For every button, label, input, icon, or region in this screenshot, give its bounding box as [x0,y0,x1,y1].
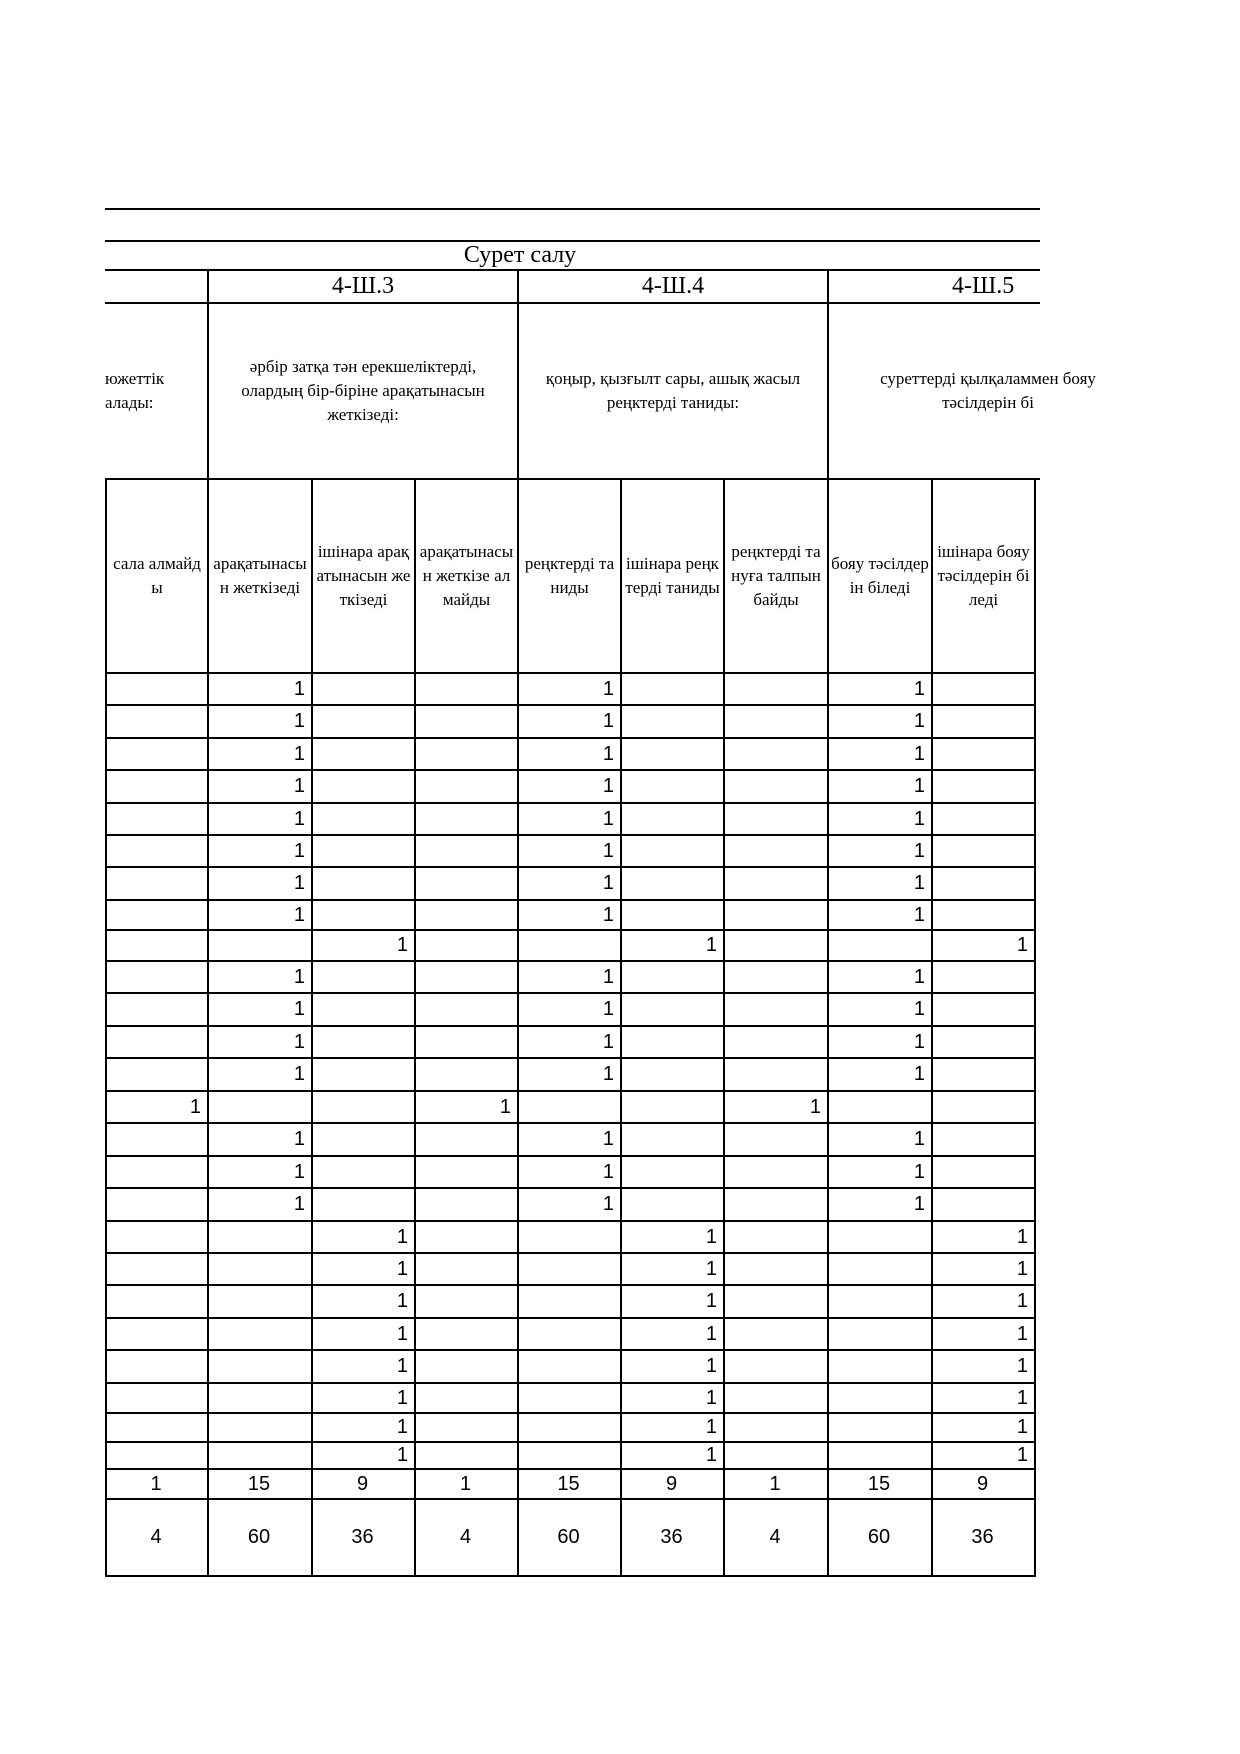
table-cell: 1 [293,904,305,926]
table-cell: 1 [189,1096,201,1118]
table-cell: 1 [602,872,614,894]
table-cell: 1 [913,966,925,988]
column-header-label: бояу тәсілдерін біледі [831,554,929,597]
table-cell: 1 [499,1096,511,1118]
table-cell: 1 [1016,1444,1028,1466]
table-cell: 1 [293,775,305,797]
table-cell: 1 [602,710,614,732]
column-header-label: ішінара арақатынасын жеткізеді [316,542,411,609]
total-cell: 9 [665,1473,678,1495]
grid-row-line [105,1090,1036,1092]
table-cell: 1 [602,1063,614,1085]
table-cell: 1 [1016,1226,1028,1248]
total-cell: 9 [356,1473,369,1495]
table-cell: 1 [913,1031,925,1053]
table-cell: 1 [1016,1323,1028,1345]
table-cell: 1 [293,678,305,700]
table-cell: 1 [913,1161,925,1183]
percentage-cell: 60 [867,1526,891,1548]
grid-row-line [105,1382,1036,1384]
table-cell: 1 [602,966,614,988]
table-cell: 1 [1016,934,1028,956]
table-cell: 1 [602,1031,614,1053]
table-cell: 1 [293,1063,305,1085]
column-header-label: ішінара бояу тәсілдерін біледі [937,542,1030,609]
percentage-cell: 60 [557,1526,580,1548]
grid-row-line [105,1284,1036,1286]
table-cell: 1 [705,1323,717,1345]
percentage-cell: 60 [247,1526,271,1548]
group-description-partial: южеттік алады: [105,369,165,412]
table-cell: 1 [913,904,925,926]
table-cell: 1 [705,1416,717,1438]
grid-row-line [105,1412,1036,1414]
group-code: 4-Ш.5 [952,273,1015,299]
column-header [418,480,515,672]
group-code: 4-Ш.3 [331,273,395,299]
table-cell: 1 [705,1444,717,1466]
table-cell: 1 [396,1444,408,1466]
percentage-cell: 4 [150,1526,162,1548]
table-cell: 1 [913,808,925,830]
table-cell: 1 [293,840,305,862]
table-cell: 1 [293,808,305,830]
column-header-label: реңктерді таниды [524,554,615,597]
grid-row-line [105,1252,1036,1254]
table-cell: 1 [913,775,925,797]
table-cell: 1 [293,1128,305,1150]
table-cell: 1 [602,840,614,862]
table-cell: 1 [705,1290,717,1312]
column-header-label: арақатынасын жеткізеді [213,554,307,597]
table-cell: 1 [705,1226,717,1248]
table-cell: 1 [913,710,925,732]
table-cell: 1 [293,998,305,1020]
table-cell: 1 [1016,1355,1028,1377]
table-cell: 1 [396,1387,408,1409]
column-header [624,480,721,672]
total-cell: 15 [867,1473,891,1495]
table-cell: 1 [396,1355,408,1377]
group-code: 4-Ш.4 [641,273,705,299]
column-header [109,480,205,672]
table-cell: 1 [913,1063,925,1085]
table-cell: 1 [602,808,614,830]
table-cell: 1 [705,1387,717,1409]
column-header [831,480,929,672]
grid-row-line [105,1220,1036,1222]
table-cell: 1 [913,678,925,700]
percentage-cell: 4 [459,1526,472,1548]
total-cell: 1 [150,1473,162,1495]
table-cell: 1 [1016,1387,1028,1409]
table-cell: 1 [602,743,614,765]
table-cell: 1 [293,872,305,894]
grid-row-line [105,1317,1036,1319]
column-header [211,480,309,672]
table-cell: 1 [396,1290,408,1312]
table-cell: 1 [396,1416,408,1438]
table-cell: 1 [602,1161,614,1183]
column-header [521,480,618,672]
table-cell: 1 [602,998,614,1020]
table-cell: 1 [602,678,614,700]
code-bottom-rule [105,302,1040,304]
table-cell: 1 [396,934,408,956]
table-cell: 1 [1016,1258,1028,1280]
group-description: әрбір затқа тән ерекшеліктерді, олардың бір-біріне арақатынасын жеткізеді: [241,357,485,424]
group-description: қоңыр, қызғылт сары, ашық жасыл реңктерді таниды: [545,369,801,412]
section-title: Сурет салу [463,242,577,268]
column-header [935,480,1032,672]
table-cell: 1 [602,1128,614,1150]
percentage-cell: 36 [660,1526,683,1548]
grid-row-line [105,1575,1036,1577]
grid-row-line [105,1349,1036,1351]
table-cell: 1 [1016,1290,1028,1312]
total-cell: 1 [769,1473,781,1495]
table-cell: 1 [293,1161,305,1183]
total-cell: 9 [976,1473,989,1495]
table-cell: 1 [293,743,305,765]
table-cell: 1 [705,934,717,956]
table-cell: 1 [602,904,614,926]
percentage-cell: 36 [971,1526,994,1548]
table-cell: 1 [1016,1416,1028,1438]
total-cell: 15 [557,1473,580,1495]
table-cell: 1 [396,1258,408,1280]
table-cell: 1 [705,1258,717,1280]
column-header-label: ішінара реңктерді таниды [625,554,720,597]
column-header [727,480,825,672]
table-cell: 1 [705,1355,717,1377]
column-header-label: сала алмайды [113,554,201,597]
total-cell: 15 [247,1473,271,1495]
table-cell: 1 [602,1193,614,1215]
table-cell: 1 [602,775,614,797]
table-cell: 1 [293,710,305,732]
table-cell: 1 [293,966,305,988]
group-description: суреттерді қылқаламмен бояу тәсілдерін бі [880,369,1096,412]
top-rule [105,208,1040,210]
table-cell: 1 [913,998,925,1020]
table-cell: 1 [913,1128,925,1150]
table-cell: 1 [396,1226,408,1248]
table-cell: 1 [913,840,925,862]
table-cell: 1 [396,1323,408,1345]
table-cell: 1 [293,1031,305,1053]
table-cell: 1 [913,1193,925,1215]
grid-row-line [105,929,1036,931]
table-cell: 1 [809,1096,821,1118]
column-header-label: арақатынасын жеткізе алмайды [419,542,514,609]
percentage-cell: 4 [769,1526,781,1548]
column-header [315,480,412,672]
grid-row-line [105,1441,1036,1443]
column-header-label: реңктерді тануға талпынбайды [731,542,821,609]
table-cell: 1 [913,743,925,765]
table-cell: 1 [293,1193,305,1215]
table-cell: 1 [913,872,925,894]
percentage-cell: 36 [351,1526,374,1548]
total-cell: 1 [459,1473,472,1495]
